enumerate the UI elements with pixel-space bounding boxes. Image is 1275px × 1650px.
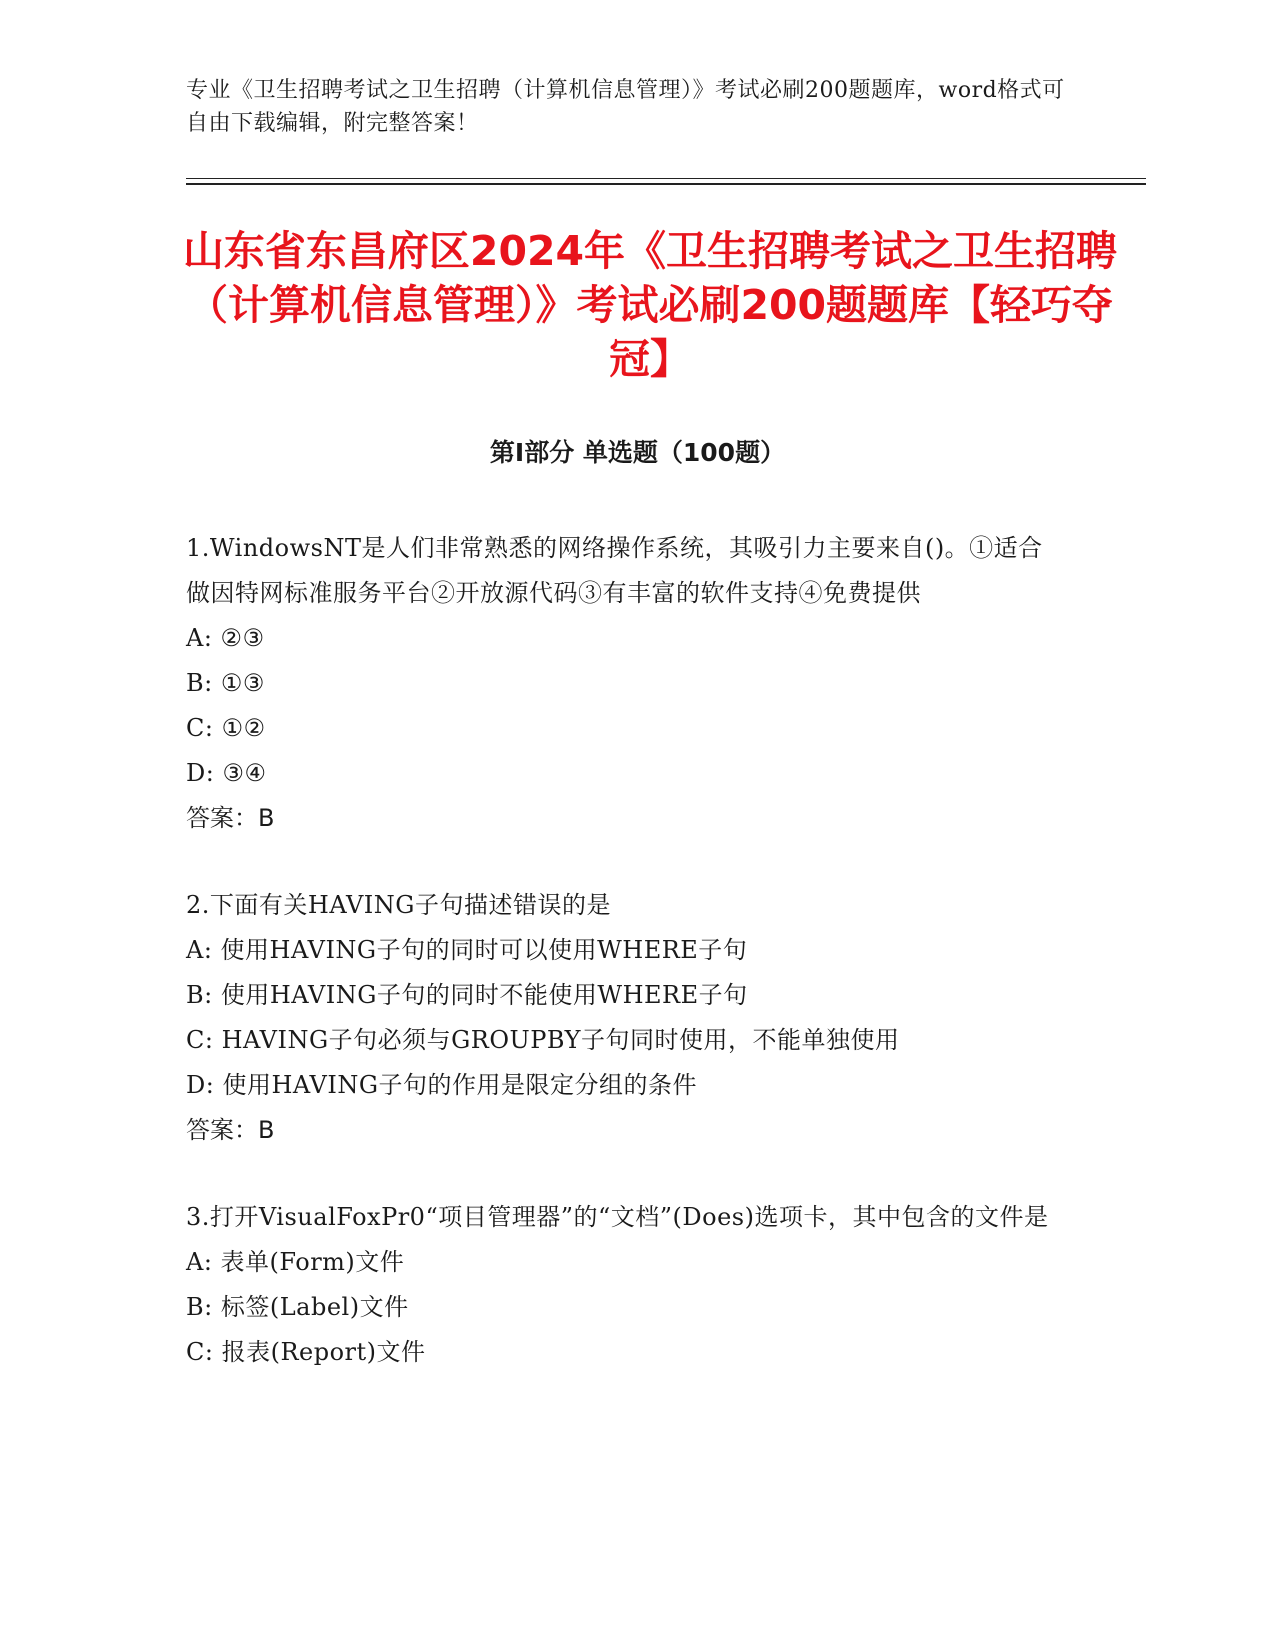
option-a: A: ②③ (186, 624, 265, 652)
option-c: C: ①② (186, 714, 266, 742)
question-3 (186, 1195, 1066, 1375)
option-b: B: 使用HAVING子句的同时不能使用WHERE子句 (186, 981, 748, 1009)
header-divider-thick (186, 183, 1146, 185)
document-title: 山东省东昌府区2024年《卫生招聘考试之卫生招聘（计算机信息管理）》考试必刷200题题库【轻巧夺冠】 (182, 227, 1118, 383)
option-c: C: HAVING子句必须与GROUPBY子句同时使用，不能单独使用 (186, 1026, 900, 1054)
question-1 (186, 526, 1066, 841)
question-stem: 3.打开VisualFoxPr0“项目管理器”的“文档”(Does)选项卡，其中包含的文件是 (186, 1203, 1049, 1231)
option-b: B: ①③ (186, 669, 265, 697)
section-title: 第Ⅰ部分 单选题（100题） (489, 438, 786, 467)
option-c: C: 报表(Report)文件 (186, 1338, 426, 1366)
question-2 (186, 883, 1066, 1153)
option-a: A: 使用HAVING子句的同时可以使用WHERE子句 (186, 936, 748, 964)
question-list (186, 526, 1066, 1417)
answer-line: 答案：B (186, 1116, 275, 1144)
option-b: B: 标签(Label)文件 (186, 1293, 409, 1321)
option-d: D: 使用HAVING子句的作用是限定分组的条件 (186, 1071, 698, 1099)
header-divider-thin (186, 178, 1146, 179)
question-stem: 1.WindowsNT是人们非常熟悉的网络操作系统，其吸引力主要来自()。①适合做因特网标准服务平台②开放源代码③有丰富的软件支持④免费提供 (186, 534, 1043, 607)
header-note: 专业《卫生招聘考试之卫生招聘（计算机信息管理）》考试必刷200题题库，word格式可自由下载编辑，附完整答案！ (186, 78, 1065, 136)
answer-line: 答案：B (186, 804, 275, 832)
option-d: D: ③④ (186, 759, 267, 787)
question-stem: 2.下面有关HAVING子句描述错误的是 (186, 891, 611, 919)
option-a: A: 表单(Form)文件 (186, 1248, 405, 1276)
